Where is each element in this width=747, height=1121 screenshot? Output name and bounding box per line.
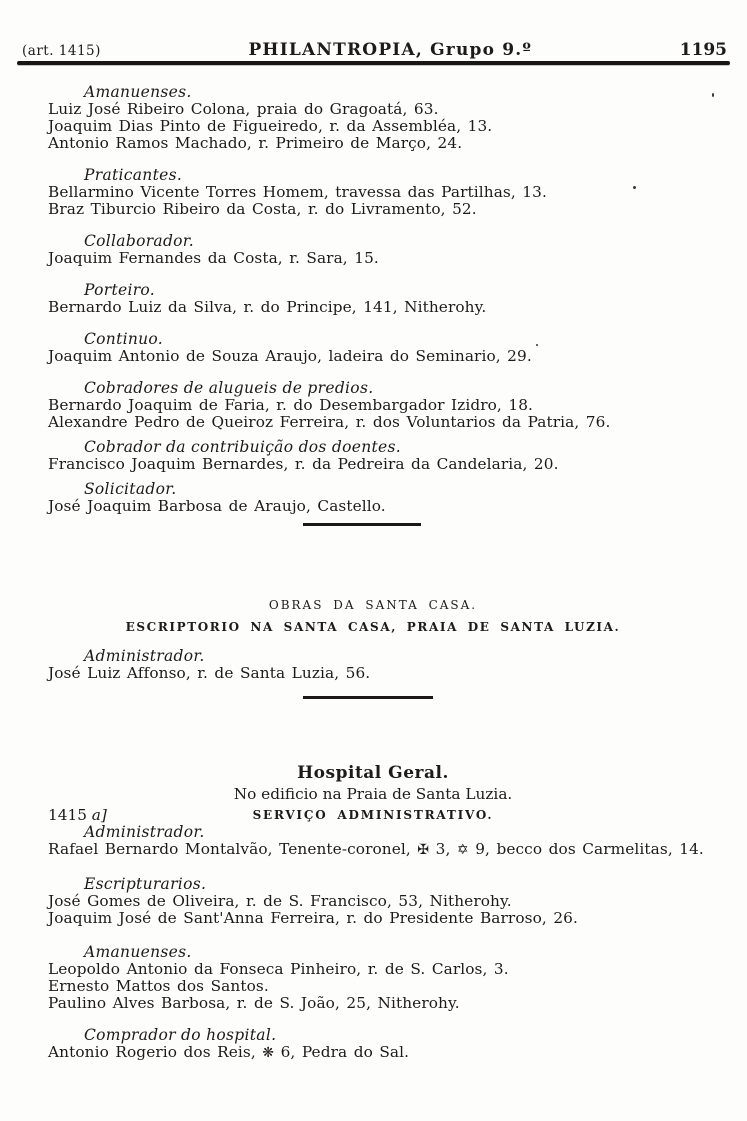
scan-speck [633,186,636,189]
directory-listing [48,80,698,526]
hospital-subtitle: No edificio na Praia de Santa Luzia. [233,785,513,803]
entry-line: Leopoldo Antonio da Fonseca Pinheiro, r. de S. Carlos, 3. [48,960,509,978]
section-divider-rule [303,696,433,699]
entry-line: Ernesto Mattos dos Santos. [48,977,269,995]
obras-heading: OBRAS DA SANTA CASA. [268,598,478,612]
entry-line: Joaquim Fernandes da Costa, r. Sara, 15. [48,249,379,267]
section-title: Cobradores de alugueis de predios. [84,379,374,397]
entry-line: Antonio Rogerio dos Reis, ❋ 6, Pedra do Sal. [48,1043,410,1061]
obras-section [48,597,698,699]
star-medal-icon: ✡ [456,842,469,858]
section-title: Administrador. [84,647,205,665]
entry-line: José Gomes de Oliveira, r. de S. Francisco, 53, Nitherohy. [48,892,512,910]
section-collaborador [48,233,698,267]
section-amanuenses-hospital [48,944,698,1012]
header-rule [17,61,730,65]
section-title: Cobrador da contribuição dos doentes. [84,438,402,456]
section-title: Porteiro. [84,281,155,299]
section-title: Praticantes. [84,166,183,184]
entry-line: Bernardo Joaquim de Faria, r. do Desembargador Izidro, 18. [48,396,533,414]
entry-line: Alexandre Pedro de Queiroz Ferreira, r. dos Voluntarios da Patria, 76. [48,413,611,431]
service-heading-row [48,807,698,824]
section-title: Continuo. [84,330,164,348]
entry-line: Joaquim Dias Pinto de Figueiredo, r. da Assembléa, 13. [48,117,493,135]
section-escripturarios [48,876,698,927]
section-title: Escripturarios. [84,875,207,893]
section-praticantes [48,167,698,218]
section-continuo [48,331,698,365]
entry-line: Rafael Bernardo Montalvão, Tenente-coronel, ✠ 3, ✡ 9, becco dos Carmelitas, 14. [48,840,704,858]
section-comprador [48,1027,698,1062]
section-administrador-hospital [48,823,704,859]
running-title: PHILANTROPIA, Grupo 9.º [248,40,533,60]
section-solicitador [48,481,698,515]
scan-speck [712,93,714,97]
hospital-geral-section [48,763,704,1062]
section-title: Collaborador. [84,232,195,250]
article-ref-1415a: 1415 a] [48,806,107,824]
entry-line: Luiz José Ribeiro Colona, praia do Gragoatá, 63. [48,100,439,118]
service-heading: SERVIÇO ADMINISTRATIVO. [252,808,494,822]
entry-line: Bernardo Luiz da Silva, r. do Principe, 141, Nitherohy. [48,298,487,316]
running-header [22,40,727,60]
section-title: Solicitador. [84,480,177,498]
order-cross-medal-icon: ✠ [417,842,430,858]
entry-line: José Luiz Affonso, r. de Santa Luzia, 56. [48,664,371,682]
entry-line: Joaquim José de Sant'Anna Ferreira, r. do Presidente Barroso, 26. [48,909,578,927]
section-title: Amanuenses. [84,83,192,101]
entry-line: José Joaquim Barbosa de Araujo, Castello. [48,497,386,515]
section-title: Amanuenses. [84,943,192,961]
entry-line: Paulino Alves Barbosa, r. de S. João, 25, Nitherohy. [48,994,460,1012]
entry-line: Braz Tiburcio Ribeiro da Costa, r. do Livramento, 52. [48,200,477,218]
entry-line: Francisco Joaquim Bernardes, r. da Pedreira da Candelaria, 20. [48,455,559,473]
section-porteiro [48,282,698,316]
scan-speck [536,344,538,346]
entry-line: Joaquim Antonio de Souza Araujo, ladeira do Seminario, 29. [48,347,532,365]
section-cobrador-contribuicao [48,439,698,473]
page-number: 1195 [679,40,727,60]
section-title: Administrador. [84,823,205,841]
rosette-medal-icon: ❋ [262,1045,275,1061]
section-divider-rule [303,523,421,526]
section-title: Comprador do hospital. [84,1026,277,1044]
section-amanuenses [48,84,698,152]
entry-line: Bellarmino Vicente Torres Homem, travessa das Partilhas, 13. [48,183,547,201]
escriptorio-heading: ESCRIPTORIO NA SANTA CASA, PRAIA DE SANTA LUZIA. [125,620,621,634]
article-ref: (art. 1415) [22,43,101,59]
section-cobradores [48,380,698,431]
hospital-title: Hospital Geral. [297,763,449,783]
entry-line: Antonio Ramos Machado, r. Primeiro de Março, 24. [48,134,463,152]
